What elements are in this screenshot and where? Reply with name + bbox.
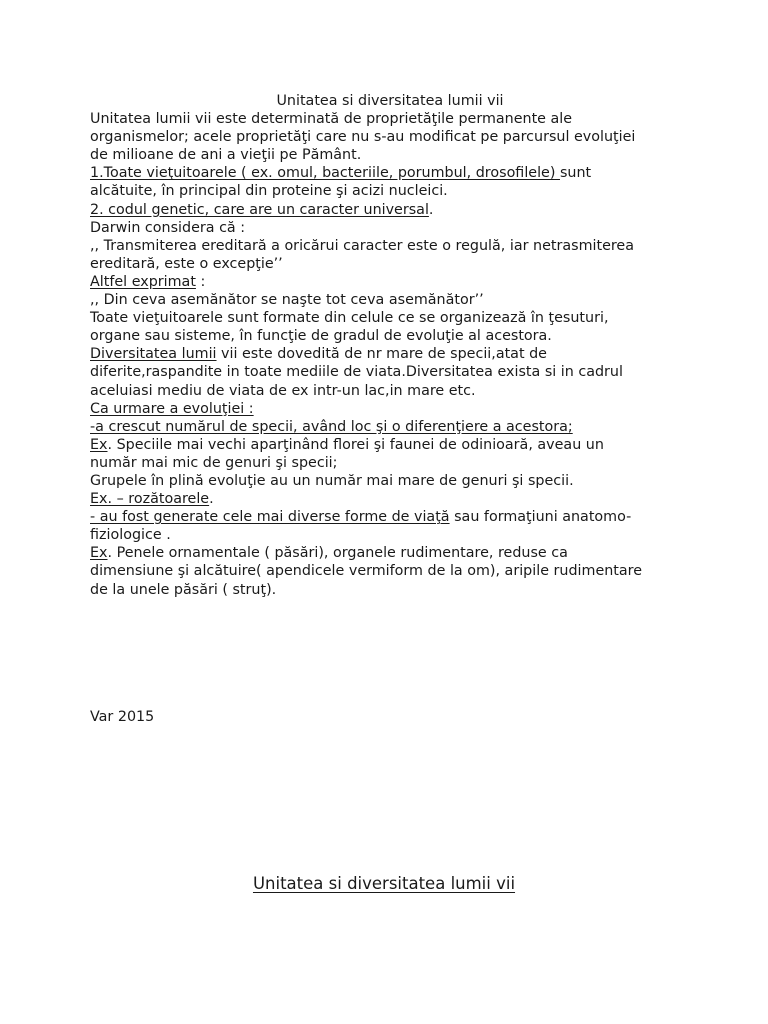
underlined-text: - au fost generate cele mai diverse forme de viaţă bbox=[90, 509, 450, 526]
text-line bbox=[90, 309, 690, 327]
text-segment: aceluiasi mediu de viata de ex intr-un lac,in mare etc. bbox=[90, 382, 476, 399]
text-segment: sau formaţiuni anatomo- bbox=[449, 509, 632, 526]
text-segment: fiziologice . bbox=[90, 527, 171, 544]
text-line bbox=[90, 363, 690, 381]
text-segment: alcătuite, în principal din proteine şi acizi nucleici. bbox=[90, 183, 448, 200]
underlined-text: Diversitatea lumii bbox=[90, 346, 217, 363]
text-line bbox=[90, 255, 690, 273]
bottom-title-text: Unitatea si diversitatea lumii vii bbox=[252, 874, 516, 893]
bottom-title bbox=[0, 874, 768, 894]
text-segment: . bbox=[428, 201, 434, 218]
text-line bbox=[90, 327, 690, 345]
text-line bbox=[90, 436, 690, 454]
text-line bbox=[90, 237, 690, 255]
text-segment: . Speciile mai vechi aparţinând florei şi faunei de odinioară, aveau un bbox=[107, 436, 604, 453]
text-line bbox=[90, 400, 690, 418]
text-segment: dimensiune şi alcătuire( apendicele vermiform de la om), aripile rudimentare bbox=[90, 563, 643, 580]
text-segment: : bbox=[195, 273, 206, 290]
text-line bbox=[90, 291, 690, 309]
text-line bbox=[90, 508, 690, 526]
underlined-text: Ex bbox=[90, 545, 108, 562]
text-segment: număr mai mic de genuri şi specii; bbox=[90, 454, 338, 471]
text-segment: . Penele ornamentale ( păsări), organele rudimentare, reduse ca bbox=[107, 545, 568, 562]
text-line bbox=[90, 526, 690, 544]
underlined-text: Ex bbox=[90, 436, 108, 453]
underlined-text: -a crescut numărul de specii, având loc şi o diferenţiere a acestora; bbox=[90, 418, 573, 435]
text-line bbox=[90, 164, 690, 182]
footer-note: Var 2015 bbox=[90, 709, 155, 725]
text-segment: diferite,raspandite in toate mediile de viata.Diversitatea exista si in cadrul bbox=[90, 364, 623, 381]
underlined-text: 1.Toate vieţuitoarele ( ex. omul, bacteriile, porumbul, drosofilele) bbox=[90, 165, 560, 182]
underlined-text: Ca urmare a evoluţiei : bbox=[90, 400, 254, 417]
underlined-text: Altfel exprimat bbox=[90, 273, 196, 290]
text-line bbox=[90, 219, 690, 237]
text-line bbox=[90, 472, 690, 490]
text-line bbox=[90, 544, 690, 562]
text-segment: Darwin considera că : bbox=[90, 219, 246, 236]
document-body bbox=[90, 92, 690, 599]
text-segment: . bbox=[209, 491, 214, 508]
text-segment: organismelor; acele proprietăţi care nu s-au modificat pe parcursul evoluţiei bbox=[90, 129, 636, 146]
underlined-text: Ex. – rozătoarele bbox=[90, 491, 210, 508]
text-segment: vii este dovedită de nr mare de specii,atat de bbox=[216, 346, 547, 363]
text-line bbox=[90, 345, 690, 363]
text-line bbox=[90, 418, 690, 436]
text-segment: de la unele păsări ( struţ). bbox=[90, 581, 277, 598]
text-segment: sunt bbox=[559, 165, 592, 182]
text-segment: Toate vieţuitoarele sunt formate din celule ce se organizează în ţesuturi, bbox=[90, 310, 609, 327]
text-line bbox=[90, 454, 690, 472]
text-line bbox=[90, 562, 690, 580]
text-segment: ,, Transmiterea ereditară a oricărui caracter este o regulă, iar netrasmiterea bbox=[90, 237, 634, 254]
paragraph-lines bbox=[90, 110, 690, 599]
underlined-text: 2. codul genetic, care are un caracter universal bbox=[90, 201, 429, 218]
text-segment: Grupele în plină evoluţie au un număr mai mare de genuri şi specii. bbox=[90, 472, 574, 489]
text-line bbox=[90, 146, 690, 164]
text-segment: de milioane de ani a vieţii pe Pământ. bbox=[90, 147, 362, 164]
text-line bbox=[90, 182, 690, 200]
text-line bbox=[90, 273, 690, 291]
text-segment: Unitatea lumii vii este determinată de proprietăţile permanente ale bbox=[90, 111, 573, 128]
text-line bbox=[90, 490, 690, 508]
text-segment: organe sau sisteme, în funcţie de gradul de evoluţie al acestora. bbox=[90, 328, 552, 345]
text-line bbox=[90, 128, 690, 146]
text-segment: ereditară, este o excepţie’’ bbox=[90, 255, 283, 272]
text-line bbox=[90, 382, 690, 400]
text-segment: ,, Din ceva asemănător se naşte tot ceva asemănător’’ bbox=[90, 292, 484, 309]
text-line bbox=[90, 581, 690, 599]
document-title: Unitatea si diversitatea lumii vii bbox=[276, 93, 504, 109]
text-line bbox=[90, 201, 690, 219]
text-line bbox=[90, 110, 690, 128]
